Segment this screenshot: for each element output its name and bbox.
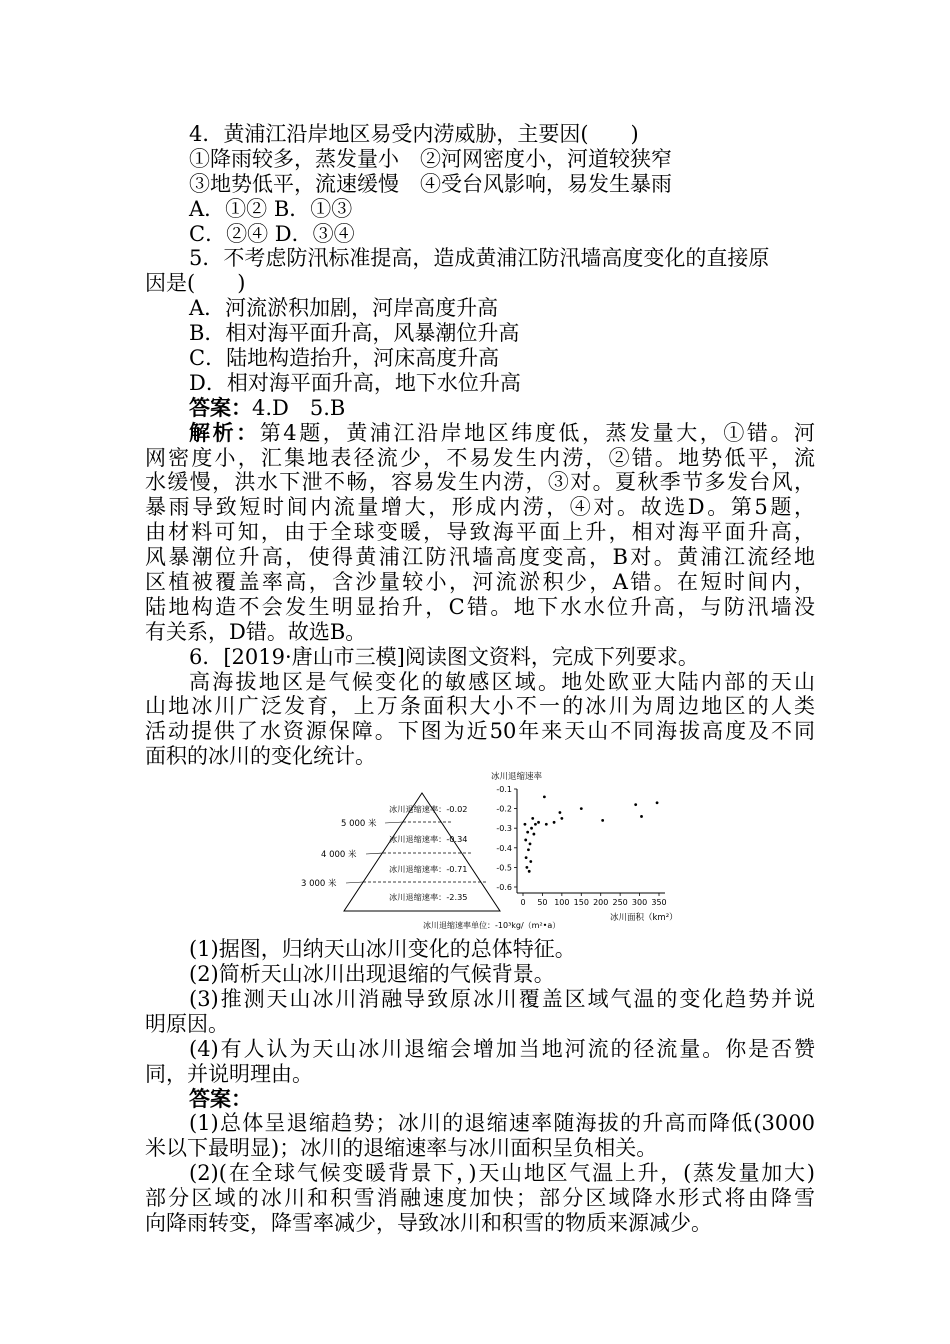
data-point [527,849,530,852]
q4-choices-cd: C．②④ D．③④ [189,221,355,246]
q6-sub3-line2: 明原因。 [145,1011,229,1036]
q6-ans1-line1: (1)总体呈退缩趋势；冰川的退缩速率随海拔的升高而降低(3000 [189,1111,815,1136]
q4-stem: 4．黄浦江沿岸地区易受内涝威胁，主要因( ) [189,122,639,146]
q6-ans1-line2: 米以下最明显)；冰川的退缩速率与冰川面积呈负相关。 [145,1136,658,1161]
altitude-label: 5 000 米 [341,819,377,830]
analysis-line: 由材料可知，由于全球变暖，导致海平面上升，相对海平面升高， [145,520,815,545]
figure-svg [145,771,815,931]
data-point [532,833,535,836]
x-tick-label: 300 [631,898,648,908]
q5-option-b: B．相对海平面升高，风暴潮位升高 [189,321,520,346]
answer-label: 答案： [189,394,252,420]
q4-options-line2: ③地势低平，流速缓慢 ④受台风影响，易发生暴雨 [189,171,672,196]
x-tick-label: 0 [520,898,526,908]
q6-sub3-line1: (3)推测天山冰川消融导致原冰川覆盖区域气温的变化趋势并说 [189,986,815,1011]
data-point [525,866,528,869]
figure-glacier [145,771,815,931]
data-point [531,817,534,820]
analysis-line: 网密度小，汇集地表径流少，不易发生内涝，②错。地势低平，流 [145,445,815,470]
rate-unit-label: 冰川退缩速率单位：-10³kg/（m²•a） [423,921,561,931]
band-rate-label: 冰川退缩速率：-2.35 [389,892,468,903]
data-point [559,811,562,814]
x-ticks [520,893,666,907]
data-point [528,870,531,873]
pointer-line [385,822,403,823]
data-point [543,796,546,799]
band-rate-label: 冰川退缩速率：-0.34 [389,834,468,845]
data-point [656,801,659,804]
data-point [580,807,583,810]
x-tick-label: 250 [612,898,628,908]
y-tick-label: -0.5 [496,863,512,873]
q6-sub1: (1)据图，归纳天山冰川变化的总体特征。 [189,937,576,962]
q6-stem: 6．[2019·唐山市三模]阅读图文资料，完成下列要求。 [189,644,699,669]
q4-options-line1: ①降雨较多，蒸发量小 ②河网密度小，河道较狭窄 [189,146,672,171]
y-tick-label: -0.4 [496,843,512,853]
data-point [530,827,533,830]
q6-material-line: 面积的冰川的变化统计。 [145,744,376,769]
q6-ans2-line1: (2)(在全球气候变暖背景下，)天山地区气温上升，(蒸发量加大) [189,1161,815,1186]
document-page [145,122,815,1236]
chart-title: 冰川退缩速率 [491,772,543,783]
data-points [524,796,659,873]
analysis-label: 解析： [189,419,260,445]
data-point [526,831,529,834]
data-point [529,843,532,846]
q4-choices-ab: A．①② B．①③ [189,196,353,221]
altitude-label: 4 000 米 [321,850,357,861]
data-point [524,839,527,842]
data-point [545,823,548,826]
data-point [537,821,540,824]
y-tick-label: -0.1 [496,785,512,795]
analysis-line: 区植被覆盖率高，含沙量较小，河流淤积少，A错。在短时间内， [145,570,815,595]
x-tick-label: 200 [593,898,609,908]
y-tick-label: -0.3 [496,824,512,834]
triangle-diagram [301,793,560,930]
q5-option-c: C．陆地构造抬升，河床高度升高 [189,346,500,371]
x-axis-label: 冰川面积（km²） [610,913,678,924]
y-tick-label: -0.6 [496,883,512,893]
pointer-line [346,882,363,883]
q5-stem-line1: 5．不考虑防汛标准提高，造成黄浦江防汛墙高度变化的直接原 [189,246,770,271]
data-point [601,819,604,822]
analysis-line: 风暴潮位升高，使得黄浦江防汛墙高度变高，B对。黄浦江流经地 [145,545,815,570]
q5-option-d: D．相对海平面升高，地下水位升高 [189,370,521,395]
q6-sub4-line2: 同，并说明理由。 [145,1061,313,1086]
data-point [529,860,532,863]
q5-stem-line2: 因是( ) [145,271,246,296]
y-ticks [496,785,517,892]
q6-answer-label: 答案： [189,1085,252,1111]
answer-text: 4.D 5.B [252,395,346,420]
q6-sub4-line1: (4)有人认为天山冰川退缩会增加当地河流的径流量。你是否赞 [189,1036,815,1061]
analysis-line: 有关系，D错。故选B。 [145,619,367,644]
band-rate-label: 冰川退缩速率：-0.02 [389,804,468,815]
analysis-line: 暴雨导致短时间内流量增大，形成内涝，④对。故选D。第5题， [145,495,815,520]
analysis-text: 第4题，黄浦江沿岸地区纬度低，蒸发量大，①错。河 [259,420,816,445]
analysis-line: 水缓慢，洪水下泄不畅，容易发生内涝，③对。夏秋季节多发台风， [145,470,815,495]
data-point [640,815,643,818]
analysis-line-0 [145,421,815,446]
data-point [553,821,556,824]
data-point [525,856,528,859]
q6-ans2-line3: 向降雨转变，降雪率减少，导致冰川和积雪的物质来源减少。 [145,1210,712,1235]
q6-material-line: 山地冰川广泛发育，上万条面积大小不一的冰川为周边地区的人类 [145,694,815,719]
analysis-line: 陆地构造不会发生明显抬升，C错。地下水水位升高，与防汛墙没 [145,594,815,619]
altitude-label: 3 000 米 [301,879,337,890]
x-tick-label: 50 [537,898,548,908]
data-point [560,817,563,820]
q6-sub2: (2)简析天山冰川出现退缩的气候背景。 [189,962,555,987]
pointer-line [366,853,383,854]
band-rate-label: 冰川退缩速率：-0.71 [389,864,468,875]
q6-material-line: 高海拔地区是气候变化的敏感区域。地处欧亚大陆内部的天山 [189,669,815,694]
q5-option-a: A．河流淤积加剧，河岸高度升高 [189,296,499,321]
x-tick-label: 350 [651,898,667,908]
x-tick-label: 100 [554,898,570,908]
data-point [634,803,637,806]
x-tick-label: 150 [573,898,589,908]
q6-ans2-line2: 部分区域的冰川和积雪消融速度加快；部分区域降水形式将由降雪 [145,1186,815,1211]
y-tick-label: -0.2 [496,804,512,814]
scatter-chart [491,771,678,923]
data-point [524,823,527,826]
answer-45 [145,396,815,421]
data-point [534,823,537,826]
q6-material-line: 活动提供了水资源保障。下图为近50年来天山不同海拔高度及不同 [145,719,815,744]
